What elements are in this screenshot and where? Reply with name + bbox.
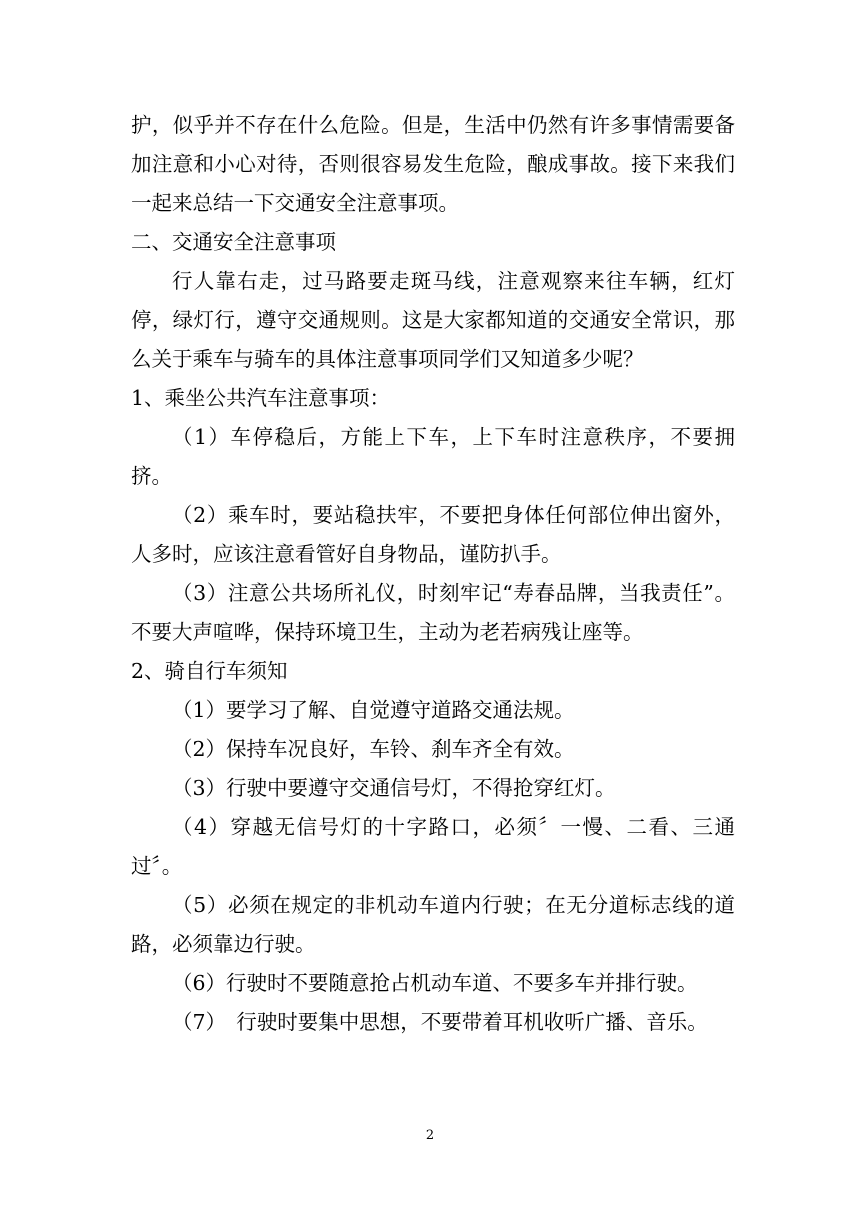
list-item-bus-1: （1）车停稳后，方能上下车，上下车时注意秩序，不要拥挤。 [131, 425, 735, 488]
document-body [131, 106, 735, 1042]
list-item-bike-2: （2）保持车况良好，车铃、刹车齐全有效。 [172, 737, 575, 761]
paragraph-continuation: 护，似乎并不存在什么危险。但是，生活中仍然有许多事情需要备加注意和小心对待，否则很容易发生危险，酿成事故。接下来我们一起来总结一下交通安全注意事项。 [131, 113, 735, 215]
list-item-bike-1: （1）要学习了解、自觉遵守道路交通法规。 [172, 698, 575, 722]
paragraph-pedestrian-rules: 行人靠右走，过马路要走斑马线，注意观察来往车辆，红灯停，绿灯行，遵守交通规则。这是大家都知道的交通安全常识，那么关于乘车与骑车的具体注意事项同学们又知道多少呢？ [131, 269, 735, 371]
list-item-bike-7: （7） 行驶时要集中思想，不要带着耳机收听广播、音乐。 [172, 1010, 708, 1034]
list-item-bus-2: （2）乘车时，要站稳扶牢，不要把身体任何部位伸出窗外，人多时，应该注意看管好自身物品，谨防扒手。 [131, 503, 735, 566]
subheading-bus-rules: 1、乘坐公共汽车注意事项： [131, 386, 391, 410]
subheading-bicycle-rules: 2、骑自行车须知 [131, 659, 288, 683]
list-item-bike-4: （4）穿越无信号灯的十字路口，必须〞一慢、二看、三通过〞。 [131, 815, 735, 878]
section-heading-traffic-safety: 二、交通安全注意事项 [131, 230, 336, 254]
list-item-bike-5: （5）必须在规定的非机动车道内行驶；在无分道标志线的道路，必须靠边行驶。 [131, 893, 735, 956]
list-item-bike-6: （6）行驶时不要随意抢占机动车道、不要多车并排行驶。 [172, 971, 698, 995]
page-number: 2 [425, 1128, 435, 1143]
list-item-bike-3: （3）行驶中要遵守交通信号灯，不得抢穿红灯。 [172, 776, 616, 800]
list-item-bus-3: （3）注意公共场所礼仪，时刻牢记“寿春品牌，当我责任”。不要大声喧哗，保持环境卫生，主动为老若病残让座等。 [131, 581, 735, 644]
